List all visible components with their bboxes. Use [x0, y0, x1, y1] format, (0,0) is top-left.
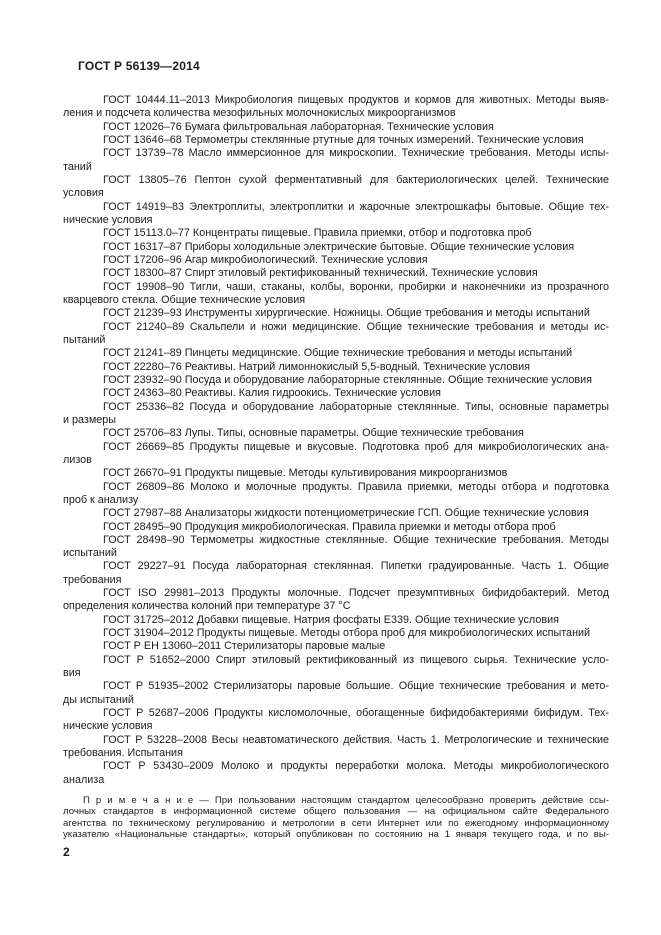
document-header: ГОСТ Р 56139—2014 — [78, 59, 200, 73]
reference-line: пытаний — [63, 333, 106, 346]
reference-line: вия — [63, 667, 81, 680]
reference-line: ГОСТ 16317–87 Приборы холодильные электрические бытовые. Общие технические условия — [103, 240, 575, 253]
reference-line: ГОСТ Р 53228–2008 Весы неавтоматического действия. Часть 1. Метрологические и технические — [103, 733, 609, 746]
reference-line: ГОСТ 14919–83 Электроплиты, электроплитки и жарочные электрошкафы бытовые. Общие тех- — [103, 200, 609, 213]
reference-line: ГОСТ 17206–96 Агар микробиологический. Технические условия — [103, 253, 428, 266]
page-number: 2 — [63, 845, 70, 859]
note-line: агентства по техническому регулированию и метрологии в сети Интернет или по ежегодному информационному — [63, 817, 609, 829]
reference-line: ГОСТ 26669–85 Продукты пищевые и вкусовые. Подготовка проб для микробиологических ана- — [103, 440, 609, 453]
reference-line: определения количества колоний при температуре 37 °С — [63, 600, 351, 613]
reference-line: анализа — [63, 773, 105, 786]
reference-line: ГОСТ 25706–83 Лупы. Типы, основные параметры. Общие технические требования — [103, 427, 524, 440]
reference-line: ГОСТ 21239–93 Инструменты хирургические. Ножницы. Общие требования и методы испытаний — [103, 307, 590, 320]
reference-line: ГОСТ 18300–87 Спирт этиловый ректификованный технический. Технические условия — [103, 267, 538, 280]
reference-line: ГОСТ Р 51935–2002 Стерилизаторы паровые большие. Общие технические требования и мето- — [103, 680, 609, 693]
note-paragraph — [63, 795, 609, 841]
reference-line: ГОСТ 24363–80 Реактивы. Калия гидроокись. Технические условия — [103, 387, 441, 400]
reference-line: кварцевого стекла. Общие технические условия — [63, 293, 306, 306]
reference-line: ГОСТ Р 51652–2000 Спирт этиловый ректификованный из пищевого сырья. Технические усло- — [103, 653, 609, 666]
reference-line: ГОСТ 12026–76 Бумага фильтровальная лабораторная. Технические условия — [103, 120, 494, 133]
reference-line: ГОСТ 28498–90 Термометры жидкостные стеклянные. Общие технические требования. Методы — [103, 533, 609, 546]
reference-line: ГОСТ 21241–89 Пинцеты медицинские. Общие технические требования и методы испытаний — [103, 347, 573, 360]
reference-line: нические условия — [63, 213, 153, 226]
reference-line: нические условия — [63, 720, 153, 733]
reference-line: ГОСТ 31904–2012 Продукты пищевые. Методы отбора проб для микробиологических испытаний — [103, 627, 591, 640]
reference-line: ды испытаний — [63, 693, 134, 706]
reference-line: ГОСТ 21240–89 Скальпели и ножи медицинские. Общие технические требования и методы ис- — [103, 320, 609, 333]
reference-line: ГОСТ 26670–91 Продукты пищевые. Методы культивирования микроорганизмов — [103, 467, 508, 480]
reference-line: ления и подсчета количества мезофильных молочнокислых микроорганизмов — [63, 107, 456, 120]
reference-line: ГОСТ Р ЕН 13060–2011 Стерилизаторы паровые малые — [103, 640, 386, 653]
reference-line: ГОСТ Р 53430–2009 Молоко и продукты переработки молока. Методы микробиологического — [103, 760, 609, 773]
reference-line: ГОСТ 13739–78 Масло иммерсионное для микроскопии. Технические требования. Методы испы- — [103, 147, 609, 160]
reference-line: лизов — [63, 453, 92, 466]
reference-line: ГОСТ 15113.0–77 Концентраты пищевые. Правила приемки, отбор и подготовка проб — [103, 227, 532, 240]
reference-line: ГОСТ 22280–76 Реактивы. Натрий лимоннокислый 5,5-водный. Технические условия — [103, 360, 530, 373]
note-line: лочных стандартов в информационной системе общего пользования — на официальном сайте Федерального — [63, 806, 609, 818]
reference-line: ГОСТ 26809–86 Молоко и молочные продукты. Правила приемки, методы отбора и подготовка — [103, 480, 609, 493]
reference-line: ГОСТ 27987–88 Анализаторы жидкости потенциометрические ГСП. Общие технические условия — [103, 507, 589, 520]
reference-line: ГОСТ 25336–82 Посуда и оборудование лабораторные стеклянные. Типы, основные параметры — [103, 400, 609, 413]
note-line: указателю «Национальные стандарты», который опубликован по состоянию на 1 января текущего года, и по вы- — [63, 829, 609, 841]
reference-line: испытаний — [63, 547, 117, 560]
reference-line: требования — [63, 573, 122, 586]
reference-line: требования. Испытания — [63, 747, 183, 760]
reference-line: ГОСТ 29227–91 Посуда лабораторная стеклянная. Пипетки градуированные. Часть 1. Общие — [103, 560, 609, 573]
reference-line: таний — [63, 160, 92, 173]
reference-line: проб к анализу — [63, 493, 139, 506]
note-line: П р и м е ч а н и е — При пользовании настоящим стандартом целесообразно проверить действие ссы- — [83, 795, 609, 806]
reference-line: ГОСТ ISO 29981–2013 Продукты молочные. Подсчет презумптивных бифидобактерий. Метод — [103, 587, 609, 600]
references-list — [63, 94, 609, 787]
reference-line: ГОСТ 23932–90 Посуда и оборудование лабораторные стеклянные. Общие технические условия — [103, 373, 593, 386]
reference-line: ГОСТ 13805–76 Пептон сухой ферментативный для бактериологических целей. Технические — [103, 173, 609, 186]
reference-line: и размеры — [63, 413, 117, 426]
reference-line: ГОСТ Р 52687–2006 Продукты кисломолочные, обогащенные бифидобактериями бифидум. Тех- — [103, 707, 609, 720]
reference-line: ГОСТ 19908–90 Тигли, чаши, стаканы, колбы, воронки, пробирки и наконечники из прозрачного — [103, 280, 609, 293]
reference-line: ГОСТ 10444.11–2013 Микробиология пищевых продуктов и кормов для животных. Методы выяв- — [103, 94, 609, 106]
reference-line: ГОСТ 28495–90 Продукция микробиологическая. Правила приемки и методы отбора проб — [103, 520, 556, 533]
reference-line: условия — [63, 187, 104, 200]
reference-line: ГОСТ 13646–68 Термометры стеклянные ртутные для точных измерений. Технические условия — [103, 133, 584, 146]
reference-line: ГОСТ 31725–2012 Добавки пищевые. Натрия фосфаты Е339. Общие технические условия — [103, 613, 559, 626]
